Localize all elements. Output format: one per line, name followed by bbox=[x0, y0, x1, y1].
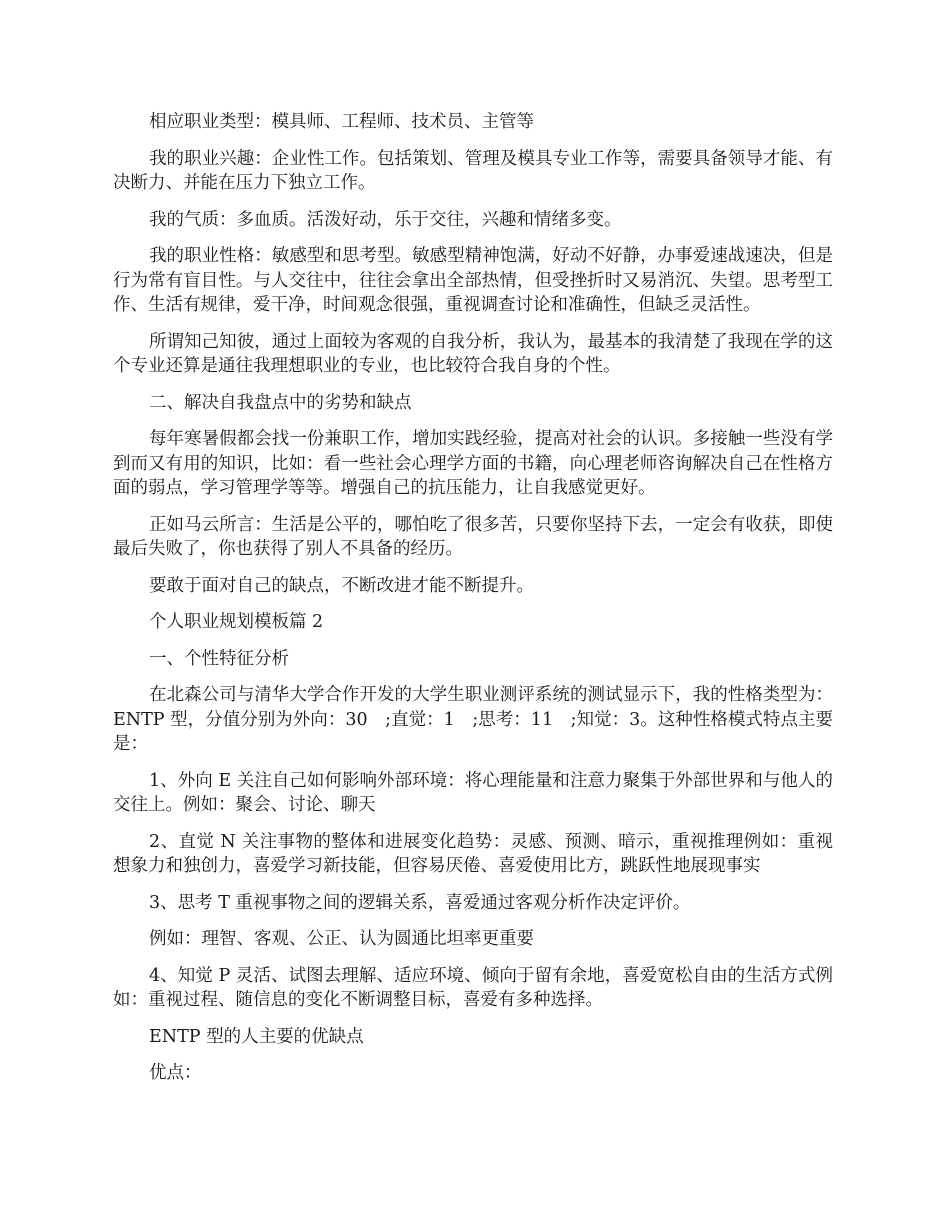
paragraph: 我的职业兴趣：企业性工作。包括策划、管理及模具专业工作等，需要具备领导才能、有决断力、并能在压力下独立工作。 bbox=[113, 148, 833, 193]
section-heading: 二、解决自我盘点中的劣势和缺点 bbox=[149, 392, 412, 413]
paragraph: 例如：理智、客观、公正、认为圆通比坦率更重要 bbox=[149, 929, 534, 949]
section-title: 个人职业规划模板篇 2 bbox=[149, 612, 324, 632]
document-body bbox=[113, 110, 833, 1098]
paragraph: 要敢于面对自己的缺点，不断改进才能不断提升。 bbox=[149, 575, 534, 596]
paragraph: 我的气质：多血质。活泼好动，乐于交往，兴趣和情绪多变。 bbox=[149, 209, 622, 230]
paragraph: 在北森公司与清华大学合作开发的大学生职业测评系统的测试显示下，我的性格类型为：ENTP 型，分值分别为外向：30 ;直觉：1 ;思考：11 ;知觉：3。这种性格模式特点主要是： bbox=[113, 685, 833, 754]
list-item: 3、思考 T 重视事物之间的逻辑关系，喜爱通过客观分析作决定评价。 bbox=[149, 892, 691, 913]
paragraph: 正如马云所言：生活是公平的，哪怕吃了很多苦，只要你坚持下去，一定会有收获，即使最后失败了，你也获得了别人不具备的经历。 bbox=[113, 514, 833, 559]
paragraph: 所谓知己知彼，通过上面较为客观的自我分析，我认为，最基本的我清楚了我现在学的这个专业还算是通往我理想职业的专业，也比较符合我自身的个性。 bbox=[113, 331, 833, 376]
list-item: 4、知觉 P 灵活、试图去理解、适应环境、倾向于留有余地，喜爱宽松自由的生活方式例如：重视过程、随信息的变化不断调整目标，喜爱有多种选择。 bbox=[113, 965, 833, 1010]
paragraph: 每年寒暑假都会找一份兼职工作，增加实践经验，提高对社会的认识。多接触一些没有学到而又有用的知识，比如：看一些社会心理学方面的书籍，向心理老师咨询解决自己在性格方面的弱点，学习管理学等等。增强自己的抗压能力，让自我感觉更好。 bbox=[113, 429, 833, 498]
paragraph: 我的职业性格：敏感型和思考型。敏感型精神饱满，好动不好静，办事爱速战速决，但是行为常有盲目性。与人交往中，往往会拿出全部热情，但受挫折时又易消沉、失望。思考型工作、生活有规律，爱干净，时间观念很强，重视调查讨论和准确性，但缺乏灵活性。 bbox=[113, 246, 833, 315]
paragraph: ENTP 型的人主要的优缺点 bbox=[149, 1026, 364, 1047]
paragraph: 相应职业类型：模具师、工程师、技术员、主管等 bbox=[149, 112, 534, 132]
list-item: 2、直觉 N 关注事物的整体和进展变化趋势：灵感、预测、暗示，重视推理例如：重视想象力和独创力，喜爱学习新技能，但容易厌倦、喜爱使用比方，跳跃性地展现事实 bbox=[113, 831, 833, 876]
list-item: 1、外向 E 关注自己如何影响外部环境：将心理能量和注意力聚集于外部世界和与他人的交往上。例如：聚会、讨论、聊天 bbox=[113, 770, 833, 815]
paragraph: 优点： bbox=[149, 1063, 202, 1083]
section-heading: 一、个性特征分析 bbox=[149, 648, 289, 669]
